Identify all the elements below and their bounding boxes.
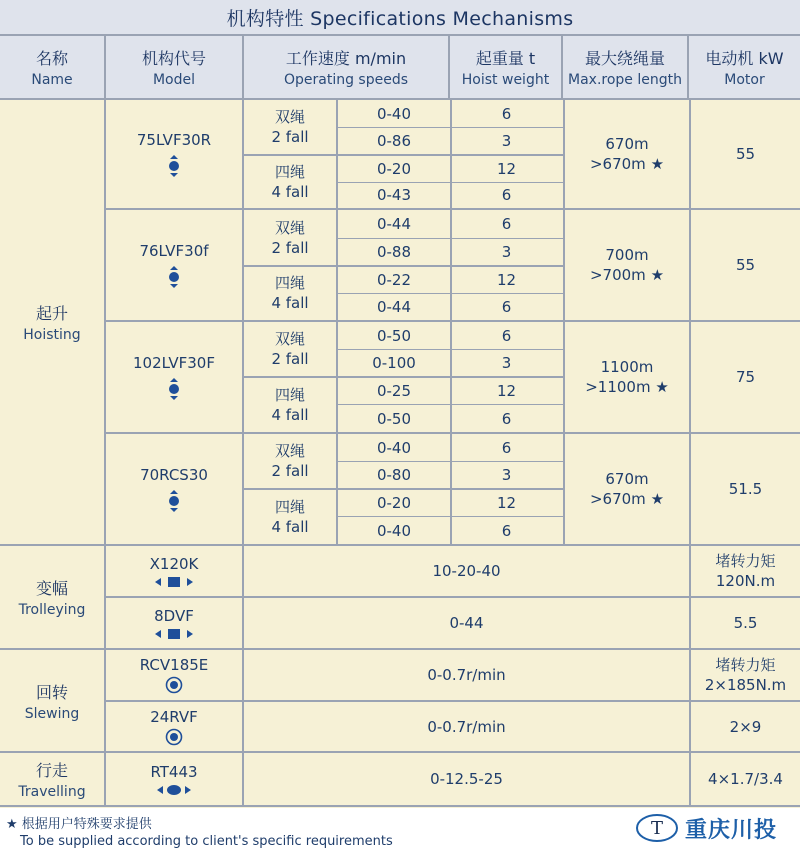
trolley-leftright-icon (155, 629, 193, 639)
row-divider (244, 488, 565, 490)
header-model (106, 36, 244, 98)
col-divider (563, 98, 565, 544)
fall-en: 2 fall (271, 350, 309, 368)
header-rope (563, 36, 689, 98)
speed-value: 0-40 (376, 521, 412, 540)
rope-length: 670m (605, 470, 649, 488)
row-divider (0, 544, 800, 546)
footnote (6, 816, 393, 850)
row-divider (104, 208, 800, 210)
model-cell (106, 210, 242, 320)
weight-value: 12 (496, 270, 517, 289)
rope-cell (565, 434, 689, 544)
header-rope-zh: 最大绕绳量 (584, 49, 665, 68)
speed-value: 0-0.7r/min (427, 717, 506, 736)
speed-value: 0-12.5-25 (430, 770, 503, 788)
motor-value: 55 (735, 145, 756, 163)
fall-zh: 双绳 (274, 108, 305, 126)
rope-length-optional: >670m ★ (589, 155, 665, 173)
weight-value: 6 (501, 186, 512, 204)
fall-en: 4 fall (271, 517, 309, 536)
rope-length-optional: >1100m ★ (585, 378, 669, 396)
speed-value: 0-43 (376, 186, 412, 204)
fall-zh: 四绳 (274, 497, 305, 516)
weight-value: 6 (501, 326, 512, 345)
fall-cell (244, 155, 336, 208)
model-cell (106, 702, 242, 751)
weight-value: 6 (501, 409, 512, 428)
rope-length: 700m (605, 246, 649, 264)
weight-value: 12 (496, 493, 517, 512)
row-divider (244, 265, 565, 267)
row-divider (104, 320, 800, 322)
header-motor-en: Motor (724, 72, 765, 88)
speed-value: 0-80 (376, 465, 412, 484)
weight-value: 6 (501, 521, 512, 540)
model-code: RCV185E (139, 656, 209, 674)
fall-en: 4 fall (271, 405, 309, 424)
row-divider (0, 751, 800, 753)
hoist-updown-icon (167, 155, 181, 177)
col-divider (450, 98, 452, 544)
speed-value: 0-86 (376, 131, 412, 150)
header-speed-en: Operating speeds (283, 72, 409, 88)
model-cell (106, 598, 242, 648)
rope-cell (565, 100, 689, 208)
header-speed-zh: 工作速度 m/min (285, 49, 407, 68)
model-code: 102LVF30F (133, 354, 215, 372)
group-hoisting-zh: 起升 (35, 304, 68, 323)
motor-label: 堵转力矩 (715, 656, 776, 674)
group-slewing (0, 650, 104, 751)
col-divider (336, 98, 338, 544)
group-travelling-zh: 行走 (35, 761, 68, 780)
fall-en: 2 fall (271, 128, 309, 146)
hoist-updown-icon (167, 378, 181, 400)
fall-cell (244, 377, 336, 432)
motor-label: 堵转力矩 (715, 552, 776, 570)
fall-cell (244, 266, 336, 320)
row-divider (0, 648, 800, 650)
group-trolleying-zh: 变幅 (35, 579, 68, 598)
fall-en: 4 fall (271, 294, 309, 312)
row-divider (244, 154, 565, 156)
footnote-zh: ★ 根据用户特殊要求提供 (6, 817, 152, 832)
speed-value: 0-100 (372, 353, 416, 372)
model-code: 24RVF (150, 707, 198, 726)
motor-cell (691, 650, 800, 700)
weight-value: 3 (501, 353, 512, 372)
hoist-updown-icon (167, 266, 181, 288)
motor-value: 5.5 (733, 614, 758, 632)
speed-value: 0-44 (376, 214, 412, 233)
motor-value: 55 (735, 256, 756, 274)
group-slewing-zh: 回转 (35, 682, 68, 702)
group-travelling (0, 753, 104, 805)
speed-value: 0-50 (376, 326, 412, 345)
row-divider (104, 432, 800, 434)
header-model-zh: 机构代号 (141, 49, 206, 68)
motor-value: 51.5 (728, 480, 763, 498)
model-cell (106, 434, 242, 544)
group-trolleying (0, 546, 104, 648)
fall-cell (244, 434, 336, 488)
group-travelling-en: Travelling (18, 784, 86, 800)
header-name (0, 36, 106, 98)
logo-mark-icon (635, 813, 679, 843)
header-speed (244, 36, 450, 98)
header-weight-en: Hoist weight (461, 72, 550, 88)
fall-cell (244, 489, 336, 544)
row-divider (0, 805, 800, 807)
fall-zh: 双绳 (274, 330, 305, 348)
row-divider (104, 700, 800, 702)
table-title: 机构特性 Specifications Mechanisms (0, 0, 800, 36)
weight-value: 3 (501, 131, 512, 150)
rope-length-optional: >700m ★ (589, 266, 665, 284)
fall-cell (244, 322, 336, 376)
speed-value: 10-20-40 (432, 562, 501, 580)
model-code: RT443 (150, 762, 198, 781)
logo-mark-letter: T (650, 818, 664, 839)
speed-value: 0-40 (376, 438, 412, 457)
header-motor-zh: 电动机 kW (705, 49, 784, 68)
speed-value: 0-50 (376, 409, 412, 428)
model-cell (106, 650, 242, 700)
motor-value: 2×9 (729, 717, 762, 736)
fall-zh: 四绳 (274, 274, 305, 292)
fall-zh: 双绳 (274, 218, 305, 237)
model-cell (106, 100, 242, 208)
hoist-updown-icon (167, 490, 181, 512)
fall-en: 2 fall (271, 238, 309, 257)
row-divider (244, 376, 565, 378)
header-model-en: Model (152, 72, 196, 88)
slewing-rotate-icon (165, 676, 183, 694)
row-divider (104, 596, 800, 598)
speed-value: 0-0.7r/min (427, 666, 506, 684)
rope-length: 670m (605, 135, 649, 153)
fall-cell (244, 210, 336, 265)
model-cell (106, 322, 242, 432)
col-divider (104, 98, 106, 807)
group-slewing-en: Slewing (24, 705, 80, 722)
motor-value: 2×185N.m (704, 676, 787, 694)
fall-zh: 四绳 (274, 385, 305, 404)
slewing-rotate-icon (165, 728, 183, 746)
rope-length-optional: >670m ★ (589, 490, 665, 508)
motor-value: 120N.m (715, 572, 776, 590)
model-cell (106, 546, 242, 596)
speed-value: 0-44 (449, 614, 484, 632)
speed-value: 0-40 (376, 104, 412, 123)
weight-value: 3 (501, 465, 512, 484)
rope-cell (565, 210, 689, 320)
model-code: 76LVF30f (139, 242, 209, 260)
header-motor (689, 36, 800, 98)
weight-value: 12 (496, 159, 517, 178)
model-code: 70RCS30 (140, 466, 208, 484)
model-code: X120K (149, 555, 199, 573)
speed-value: 0-22 (376, 270, 412, 289)
model-cell (106, 753, 242, 805)
travel-leftright-icon (157, 784, 191, 796)
weight-value: 12 (496, 381, 517, 400)
header-name-zh: 名称 (35, 49, 68, 68)
footnote-en: To be supplied according to client's specific requirements (20, 834, 393, 849)
weight-value: 6 (501, 214, 512, 233)
model-code: 75LVF30R (136, 131, 212, 149)
speed-value: 0-88 (376, 242, 412, 261)
speed-value: 0-25 (376, 381, 412, 400)
weight-value: 6 (501, 104, 512, 123)
fall-zh: 四绳 (274, 162, 305, 181)
fall-cell (244, 100, 336, 154)
speed-value: 0-20 (376, 493, 412, 512)
group-trolleying-en: Trolleying (18, 602, 86, 618)
motor-value: 4×1.7/3.4 (708, 770, 783, 788)
header-weight-zh: 起重量 t (475, 49, 536, 68)
weight-value: 6 (501, 298, 512, 316)
model-code: 8DVF (154, 607, 194, 625)
weight-value: 6 (501, 438, 512, 457)
weight-value: 3 (501, 242, 512, 261)
motor-cell (691, 546, 800, 596)
rope-length: 1100m (600, 358, 654, 376)
col-divider (242, 98, 244, 807)
fall-en: 2 fall (271, 462, 309, 480)
header-rope-en: Max.rope length (568, 72, 682, 88)
header-name-en: Name (31, 72, 73, 88)
group-hoisting-en: Hoisting (23, 327, 81, 343)
group-hoisting (0, 100, 104, 544)
company-logo (635, 811, 795, 845)
col-divider (689, 98, 691, 807)
logo-text: 重庆川投 (685, 817, 778, 843)
fall-en: 4 fall (271, 182, 309, 201)
trolley-leftright-icon (155, 577, 193, 587)
speed-value: 0-20 (376, 159, 412, 178)
motor-value: 75 (735, 368, 756, 386)
speed-value: 0-44 (376, 298, 412, 316)
header-weight (450, 36, 563, 98)
rope-cell (565, 322, 689, 432)
fall-zh: 双绳 (274, 442, 305, 460)
